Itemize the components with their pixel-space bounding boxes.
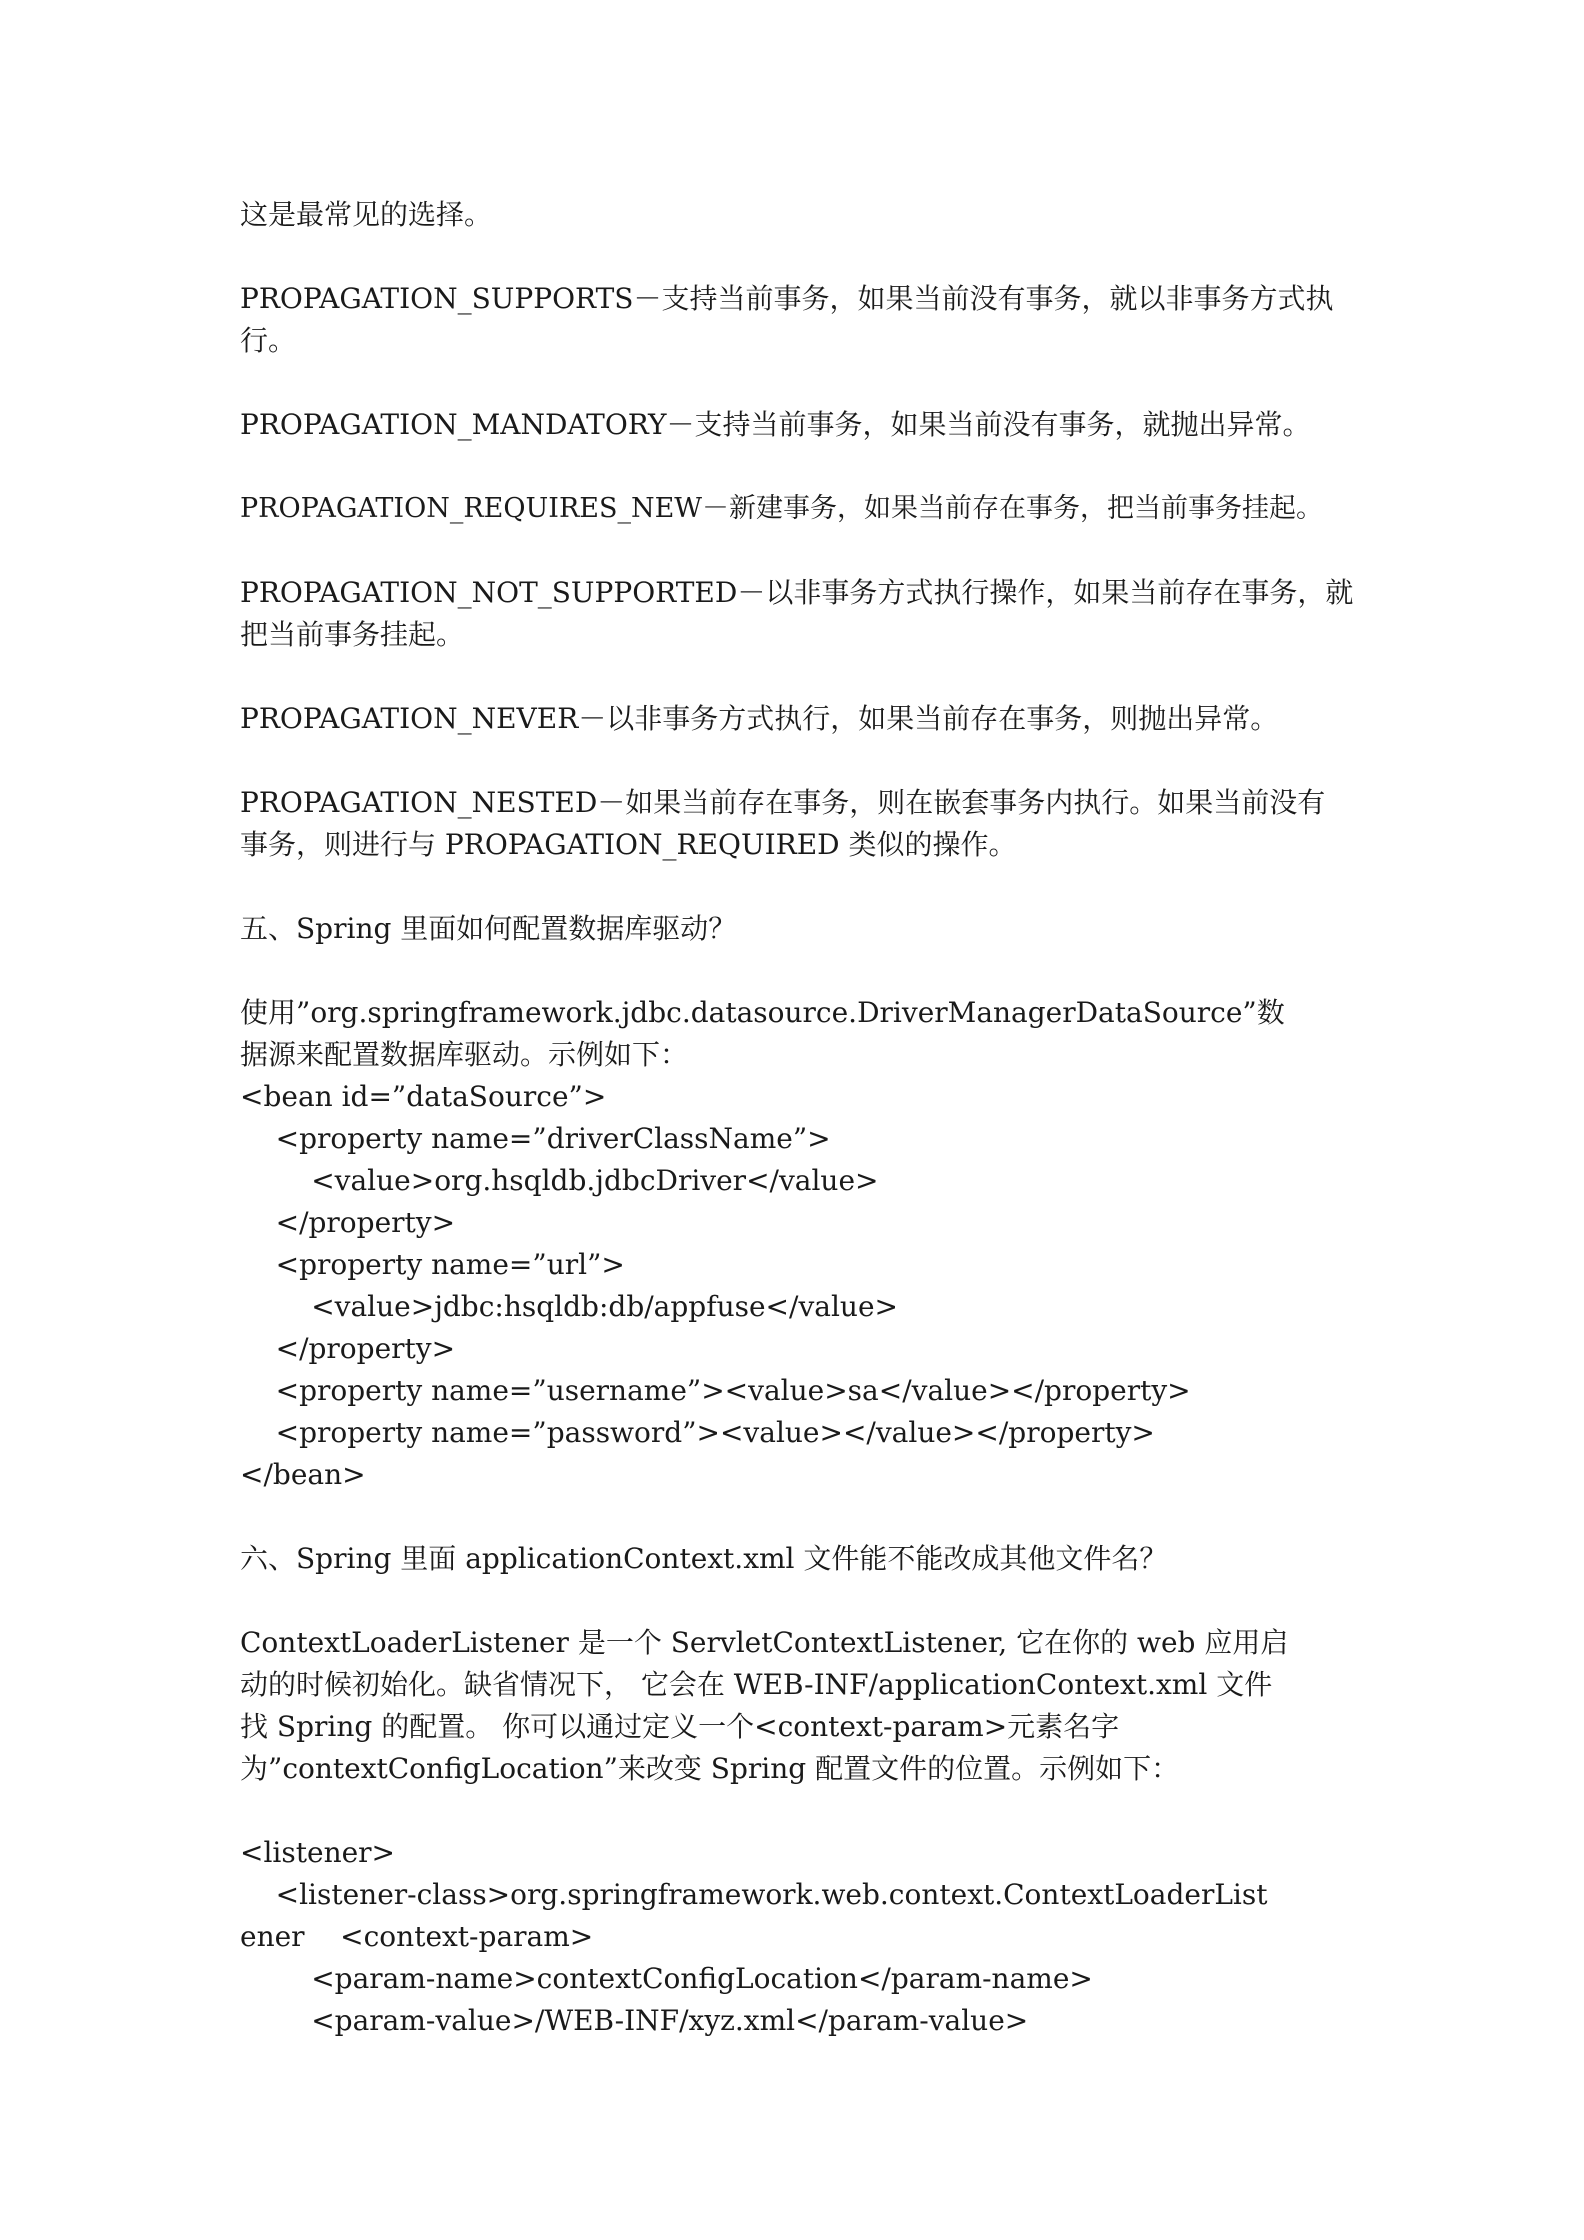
code-line: <value>org.hsqldb.jdbcDriver</value> (240, 1164, 879, 1197)
code-line: <bean id=”dataSource”> (240, 1080, 607, 1113)
text-line: ContextLoaderListener 是一个 ServletContextListener, 它在你的 web 应用启 (240, 1626, 1289, 1659)
code-line: <param-name>contextConfigLocation</param-name> (240, 1962, 1093, 1995)
text-line: 动的时候初始化。缺省情况下， 它会在 WEB-INF/applicationContext.xml 文件 (240, 1668, 1273, 1701)
text-line: PROPAGATION_REQUIRES_NEW－新建事务，如果当前存在事务，把当前事务挂起。 (240, 493, 1324, 524)
code-line: <value>jdbc:hsqldb:db/appfuse</value> (240, 1290, 898, 1323)
text-line: 事务，则进行与 PROPAGATION_REQUIRED 类似的操作。 (240, 828, 1017, 861)
code-line: ener <context-param> (240, 1920, 594, 1953)
text-line: PROPAGATION_NESTED－如果当前存在事务，则在嵌套事务内执行。如果当前没有 (240, 786, 1326, 819)
code-line: </bean> (240, 1458, 366, 1491)
text-line: 找 Spring 的配置。 你可以通过定义一个<context-param>元素名字 (240, 1710, 1120, 1743)
code-line: <listener-class>org.springframework.web.context.ContextLoaderList (240, 1878, 1268, 1911)
text-line: PROPAGATION_NEVER－以非事务方式执行，如果当前存在事务，则抛出异常。 (240, 702, 1279, 735)
code-line: </property> (240, 1332, 456, 1365)
section-heading: 六、Spring 里面 applicationContext.xml 文件能不能改成其他文件名？ (240, 1542, 1168, 1575)
code-line: <param-value>/WEB-INF/xyz.xml</param-value> (240, 2004, 1029, 2037)
text-line: PROPAGATION_SUPPORTS－支持当前事务，如果当前没有事务，就以非事务方式执 (240, 282, 1334, 315)
text-line: 据源来配置数据库驱动。示例如下： (240, 1038, 689, 1071)
code-line: <property name=”driverClassName”> (240, 1122, 831, 1155)
text-line: 为”contextConfigLocation”来改变 Spring 配置文件的位置。示例如下： (240, 1752, 1180, 1785)
text-line: PROPAGATION_NOT_SUPPORTED－以非事务方式执行操作，如果当前存在事务，就 (240, 576, 1354, 609)
text-line: 这是最常见的选择。 (240, 198, 493, 231)
text-line: 把当前事务挂起。 (240, 618, 465, 651)
code-line: <property name=”url”> (240, 1248, 625, 1281)
text-line: 行。 (240, 324, 297, 357)
code-line: </property> (240, 1206, 456, 1239)
text-line: PROPAGATION_MANDATORY－支持当前事务，如果当前没有事务，就抛出异常。 (240, 408, 1311, 441)
code-line: <listener> (240, 1836, 396, 1869)
code-line: <property name=”password”><value></value></property> (240, 1416, 1155, 1449)
section-heading: 五、Spring 里面如何配置数据库驱动？ (240, 912, 737, 945)
text-line: 使用”org.springframework.jdbc.datasource.DriverManagerDataSource”数 (240, 996, 1285, 1029)
code-line: <property name=”username”><value>sa</value></property> (240, 1374, 1191, 1407)
